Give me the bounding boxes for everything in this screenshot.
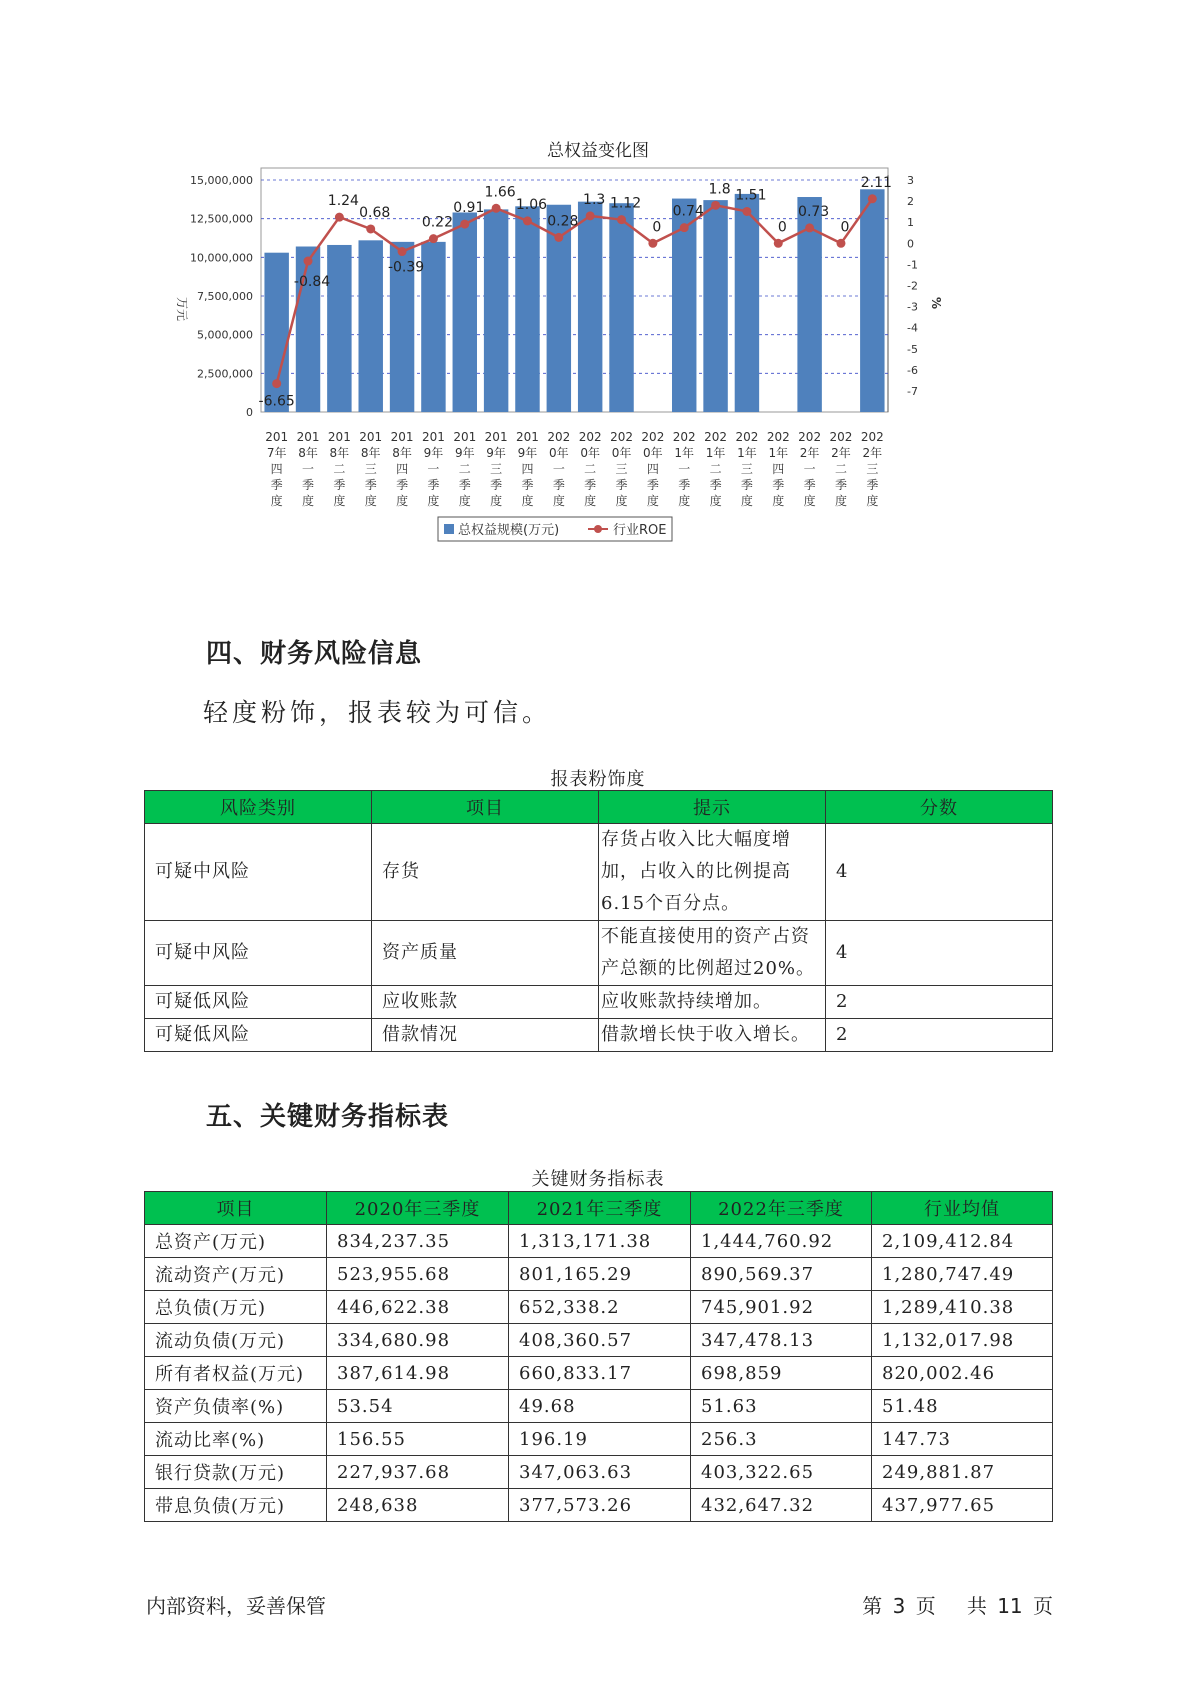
y-tick-label: 10,000,000 (190, 251, 253, 265)
table-row (145, 921, 1053, 986)
y2-tick-label: 2 (907, 195, 914, 209)
x-tick-label: 202 (578, 430, 602, 444)
kpi-value: 1,280,747.49 (872, 1258, 1053, 1291)
risk-category: 可疑低风险 (145, 1019, 372, 1052)
x-tick-label: 8年 (392, 446, 412, 460)
kpi-value: 53.54 (327, 1390, 509, 1423)
roe-point (742, 207, 751, 216)
roe-point (868, 194, 877, 203)
roe-point (774, 239, 783, 248)
x-tick-label: 一 (803, 462, 816, 476)
risk-item: 应收账款 (372, 986, 599, 1019)
roe-point (335, 213, 344, 222)
table-row (145, 824, 1053, 921)
roe-point (617, 215, 626, 224)
y2-tick-label: -6 (907, 363, 918, 377)
x-tick-label: 季 (615, 478, 628, 492)
x-tick-label: 季 (678, 478, 691, 492)
kpi-value: 403,322.65 (691, 1456, 872, 1489)
kpi-value: 347,478.13 (691, 1324, 872, 1357)
x-tick-label: 度 (584, 494, 597, 508)
table-row (145, 1489, 1053, 1522)
roe-data-label: 1.12 (609, 195, 642, 212)
roe-data-label: 2.11 (860, 174, 892, 191)
equity-chart (170, 135, 1030, 595)
kpi-value: 49.68 (509, 1390, 691, 1423)
y-axis-label: 万元 (175, 297, 189, 322)
y-tick-label: 2,500,000 (197, 367, 253, 381)
risk-header-hint: 提示 (599, 791, 826, 824)
roe-point (304, 257, 313, 266)
x-tick-label: 一 (552, 462, 565, 476)
x-tick-label: 1年 (674, 446, 695, 460)
roe-point (492, 204, 501, 213)
x-tick-label: 度 (302, 494, 315, 508)
roe-data-label: 1.3 (583, 191, 606, 208)
roe-data-label: 0.91 (453, 200, 485, 217)
page-suffix: 页 (915, 1594, 936, 1618)
risk-score: 2 (826, 1019, 1053, 1052)
kpi-value: 698,859 (691, 1357, 872, 1390)
roe-data-label: -6.65 (258, 393, 295, 410)
kpi-value: 745,901.92 (691, 1291, 872, 1324)
x-tick-label: 0年 (611, 446, 632, 460)
y-tick-label: 12,500,000 (190, 212, 253, 226)
roe-data-label: 1.8 (708, 181, 731, 198)
bar-equity (358, 240, 382, 412)
x-tick-label: 季 (427, 478, 440, 492)
y2-tick-label: -3 (907, 300, 918, 314)
x-tick-label: 202 (860, 430, 884, 444)
table-row (145, 1019, 1053, 1052)
x-tick-label: 201 (359, 430, 383, 444)
table-row (145, 1258, 1053, 1291)
kpi-header-item: 项目 (145, 1192, 327, 1225)
x-tick-label: 201 (296, 430, 320, 444)
kpi-value: 523,955.68 (327, 1258, 509, 1291)
y-tick-label: 0 (246, 406, 253, 419)
bar-equity (609, 203, 633, 412)
table-row (145, 1456, 1053, 1489)
x-tick-label: 度 (490, 494, 503, 508)
roe-point (554, 233, 563, 242)
roe-point (272, 379, 281, 388)
kpi-value: 820,002.46 (872, 1357, 1053, 1390)
kpi-value: 1,132,017.98 (872, 1324, 1053, 1357)
x-tick-label: 度 (678, 494, 691, 508)
risk-score: 4 (826, 921, 1053, 986)
risk-item: 借款情况 (372, 1019, 599, 1052)
x-tick-label: 度 (427, 494, 440, 508)
x-tick-label: 0年 (549, 446, 569, 460)
kpi-header-2020q3: 2020年三季度 (327, 1192, 509, 1225)
x-tick-label: 202 (704, 430, 728, 444)
x-tick-label: 季 (772, 478, 785, 492)
x-tick-label: 三 (866, 462, 879, 476)
roe-point (711, 201, 720, 210)
roe-data-label: 0 (777, 219, 787, 236)
x-tick-label: 三 (364, 462, 377, 476)
kpi-value: 1,444,760.92 (691, 1225, 872, 1258)
kpi-item-name: 银行贷款(万元) (145, 1456, 327, 1489)
kpi-value: 437,977.65 (872, 1489, 1053, 1522)
y2-tick-label: -2 (907, 279, 918, 293)
risk-score: 4 (826, 824, 1053, 921)
bar-equity (578, 202, 602, 412)
kpi-value: 801,165.29 (509, 1258, 691, 1291)
x-tick-label: 2年 (831, 446, 851, 460)
bar-equity (453, 212, 477, 412)
x-tick-label: 四 (521, 462, 534, 476)
risk-item: 存货 (372, 824, 599, 921)
x-tick-label: 0年 (580, 446, 600, 460)
kpi-item-name: 总负债(万元) (145, 1291, 327, 1324)
x-tick-label: 度 (772, 494, 785, 508)
x-tick-label: 季 (552, 478, 565, 492)
x-tick-label: 季 (396, 478, 409, 492)
bar-equity (421, 242, 445, 412)
x-tick-label: 度 (866, 494, 879, 508)
x-tick-label: 1年 (705, 446, 726, 460)
footer-confidential: 内部资料，妥善保管 (146, 1594, 326, 1618)
kpi-header-industry-avg: 行业均值 (872, 1192, 1053, 1225)
bar-equity (515, 206, 539, 412)
kpi-value: 256.3 (691, 1423, 872, 1456)
kpi-value: 387,614.98 (327, 1357, 509, 1390)
x-tick-label: 1年 (737, 446, 757, 460)
x-tick-label: 0年 (643, 446, 663, 460)
kpi-table (144, 1191, 1053, 1522)
x-tick-label: 201 (516, 430, 539, 444)
roe-data-label: -0.84 (293, 274, 331, 291)
chart-title: 总权益变化图 (547, 141, 649, 161)
x-tick-label: 度 (396, 494, 409, 508)
x-tick-label: 度 (364, 494, 377, 508)
y2-axis-label: % (929, 297, 943, 310)
table-row (145, 1423, 1053, 1456)
x-tick-label: 201 (390, 430, 414, 444)
roe-point (836, 239, 845, 248)
legend-swatch-marker (594, 525, 602, 533)
x-tick-label: 四 (772, 462, 785, 476)
kpi-value: 51.48 (872, 1390, 1053, 1423)
x-tick-label: 一 (427, 462, 440, 476)
x-tick-label: 季 (270, 478, 283, 492)
y2-tick-label: -7 (907, 385, 918, 398)
kpi-value: 432,647.32 (691, 1489, 872, 1522)
x-tick-label: 201 (484, 430, 508, 444)
x-tick-label: 度 (803, 494, 816, 508)
x-tick-label: 季 (740, 478, 753, 492)
roe-point (366, 224, 375, 233)
x-tick-label: 季 (458, 478, 471, 492)
kpi-value: 446,622.38 (327, 1291, 509, 1324)
y2-tick-label: -4 (907, 321, 918, 335)
kpi-value: 1,313,171.38 (509, 1225, 691, 1258)
kpi-value: 834,237.35 (327, 1225, 509, 1258)
kpi-item-name: 总资产(万元) (145, 1225, 327, 1258)
x-tick-label: 201 (453, 430, 477, 444)
x-tick-label: 201 (327, 430, 351, 444)
kpi-value: 249,881.87 (872, 1456, 1053, 1489)
roe-data-label: 1.24 (327, 193, 359, 210)
kpi-header-2021q3: 2021年三季度 (509, 1192, 691, 1225)
x-tick-label: 三 (490, 462, 503, 476)
section-5-heading: 五、关键财务指标表 (206, 1102, 450, 1132)
kpi-value: 652,338.2 (509, 1291, 691, 1324)
x-tick-label: 一 (678, 462, 691, 476)
kpi-value: 660,833.17 (509, 1357, 691, 1390)
x-tick-label: 201 (421, 430, 445, 444)
x-tick-label: 9年 (423, 446, 444, 460)
x-tick-label: 二 (584, 462, 597, 476)
y-tick-label: 5,000,000 (197, 328, 253, 342)
x-tick-label: 度 (834, 494, 847, 508)
risk-hint: 借款增长快于收入增长。 (599, 1019, 826, 1052)
risk-hint: 不能直接使用的资产占资产总额的比例超过20%。 (599, 921, 826, 986)
total-prefix: 共 (966, 1594, 987, 1618)
kpi-value: 51.63 (691, 1390, 872, 1423)
x-tick-label: 季 (333, 478, 346, 492)
roe-point (586, 211, 595, 220)
x-tick-label: 1年 (768, 446, 789, 460)
legend-label-roe: 行业ROE (613, 523, 667, 538)
risk-category: 可疑中风险 (145, 824, 372, 921)
table-row (145, 1390, 1053, 1423)
risk-summary: 轻度粉饰，报表较为可信。 (203, 698, 552, 727)
risk-header-item: 项目 (372, 791, 599, 824)
x-tick-label: 9年 (454, 446, 475, 460)
page-prefix: 第 (862, 1594, 883, 1618)
x-tick-label: 二 (333, 462, 346, 476)
y2-tick-label: 1 (907, 216, 914, 230)
x-tick-label: 四 (646, 462, 659, 476)
x-tick-label: 2年 (799, 446, 820, 460)
page-number (862, 1590, 1053, 1619)
bar-equity (327, 245, 351, 412)
y2-tick-label: -1 (907, 258, 918, 272)
roe-data-label: 0.28 (547, 213, 579, 230)
kpi-value: 2,109,412.84 (872, 1225, 1053, 1258)
bar-equity (735, 194, 759, 412)
kpi-value: 890,569.37 (691, 1258, 872, 1291)
y2-tick-label: 0 (907, 237, 914, 251)
x-tick-label: 202 (735, 430, 759, 444)
roe-data-label: 1.66 (484, 184, 516, 201)
y2-tick-label: -5 (907, 342, 918, 356)
bar-equity (484, 209, 508, 412)
x-tick-label: 度 (615, 494, 628, 508)
roe-point (805, 223, 814, 232)
y-tick-label: 15,000,000 (190, 174, 253, 187)
x-tick-label: 一 (302, 462, 315, 476)
table-row (145, 1324, 1053, 1357)
x-tick-label: 二 (709, 462, 722, 476)
x-tick-label: 202 (672, 430, 696, 444)
x-tick-label: 季 (866, 478, 879, 492)
x-tick-label: 二 (834, 462, 847, 476)
kpi-value: 196.19 (509, 1423, 691, 1456)
bar-equity (703, 200, 727, 412)
roe-point (648, 239, 657, 248)
x-tick-label: 季 (364, 478, 377, 492)
risk-header-category: 风险类别 (145, 791, 372, 824)
risk-item: 资产质量 (372, 921, 599, 986)
table-row (145, 986, 1053, 1019)
x-tick-label: 度 (270, 494, 283, 508)
x-tick-label: 度 (740, 494, 753, 508)
kpi-value: 347,063.63 (509, 1456, 691, 1489)
kpi-item-name: 所有者权益(万元) (145, 1357, 327, 1390)
kpi-item-name: 带息负债(万元) (145, 1489, 327, 1522)
kpi-header-2022q3: 2022年三季度 (691, 1192, 872, 1225)
roe-point (680, 223, 689, 232)
roe-data-label: 0 (840, 219, 850, 236)
x-tick-label: 度 (521, 494, 534, 508)
kpi-value: 408,360.57 (509, 1324, 691, 1357)
table-row (145, 1291, 1053, 1324)
kpi-item-name: 资产负债率(%) (145, 1390, 327, 1423)
kpi-item-name: 流动负债(万元) (145, 1324, 327, 1357)
roe-point (429, 234, 438, 243)
x-tick-label: 9年 (517, 446, 538, 460)
roe-point (398, 247, 407, 256)
kpi-value: 1,289,410.38 (872, 1291, 1053, 1324)
kpi-value: 227,937.68 (327, 1456, 509, 1489)
x-tick-label: 202 (641, 430, 665, 444)
x-tick-label: 度 (458, 494, 471, 508)
page-current: 3 (892, 1594, 906, 1618)
page-total: 11 (997, 1594, 1023, 1618)
x-tick-label: 四 (270, 462, 283, 476)
kpi-value: 147.73 (872, 1423, 1053, 1456)
x-tick-label: 2年 (862, 446, 883, 460)
x-tick-label: 三 (615, 462, 628, 476)
x-tick-label: 季 (521, 478, 534, 492)
roe-data-label: 0.73 (798, 203, 830, 220)
x-tick-label: 度 (709, 494, 722, 508)
risk-table (144, 790, 1053, 1052)
roe-point (523, 216, 532, 225)
table-row (145, 1357, 1053, 1390)
x-tick-label: 季 (834, 478, 847, 492)
x-tick-label: 202 (766, 430, 790, 444)
roe-data-label: 0.74 (672, 203, 704, 220)
roe-data-label: 0.22 (421, 214, 454, 231)
y2-tick-label: 3 (907, 174, 914, 187)
risk-category: 可疑低风险 (145, 986, 372, 1019)
x-tick-label: 四 (396, 462, 409, 476)
kpi-table-caption: 关键财务指标表 (531, 1169, 665, 1190)
kpi-value: 334,680.98 (327, 1324, 509, 1357)
legend-label-equity: 总权益规模(万元) (458, 523, 560, 538)
kpi-value: 156.55 (327, 1423, 509, 1456)
x-tick-label: 季 (709, 478, 722, 492)
table-row (145, 1225, 1053, 1258)
roe-data-label: -0.39 (387, 259, 425, 276)
bar-equity (860, 189, 884, 412)
legend-swatch-bar (444, 524, 454, 534)
risk-hint: 应收账款持续增加。 (599, 986, 826, 1019)
x-tick-label: 7年 (266, 446, 287, 460)
roe-data-label: 0 (652, 219, 662, 236)
roe-point (460, 220, 469, 229)
x-tick-label: 8年 (298, 446, 318, 460)
x-tick-label: 202 (829, 430, 853, 444)
kpi-value: 377,573.26 (509, 1489, 691, 1522)
x-tick-label: 9年 (486, 446, 506, 460)
kpi-item-name: 流动比率(%) (145, 1423, 327, 1456)
risk-score: 2 (826, 986, 1053, 1019)
x-tick-label: 度 (646, 494, 659, 508)
y-tick-label: 7,500,000 (197, 290, 253, 303)
x-tick-label: 季 (302, 478, 315, 492)
x-tick-label: 202 (610, 430, 633, 444)
risk-table-caption: 报表粉饰度 (550, 769, 646, 790)
x-tick-label: 度 (333, 494, 346, 508)
x-tick-label: 201 (265, 430, 289, 444)
x-tick-label: 季 (490, 478, 503, 492)
roe-data-label: 0.68 (359, 204, 391, 221)
x-tick-label: 季 (646, 478, 659, 492)
kpi-item-name: 流动资产(万元) (145, 1258, 327, 1291)
roe-data-label: 1.51 (735, 187, 767, 204)
x-tick-label: 二 (458, 462, 471, 476)
risk-hint: 存货占收入比大幅度增加，占收入的比例提高6.15个百分点。 (599, 824, 826, 921)
x-tick-label: 季 (803, 478, 816, 492)
x-tick-label: 度 (552, 494, 565, 508)
section-4-heading: 四、财务风险信息 (206, 639, 423, 669)
x-tick-label: 202 (547, 430, 571, 444)
x-tick-label: 202 (798, 430, 822, 444)
total-suffix: 页 (1033, 1594, 1053, 1618)
x-tick-label: 8年 (329, 446, 350, 460)
x-tick-label: 季 (584, 478, 597, 492)
risk-category: 可疑中风险 (145, 921, 372, 986)
bar-equity (296, 247, 320, 412)
roe-data-label: 1.06 (515, 196, 548, 213)
x-tick-label: 8年 (360, 446, 381, 460)
x-tick-label: 三 (740, 462, 753, 476)
kpi-value: 248,638 (327, 1489, 509, 1522)
risk-header-score: 分数 (826, 791, 1053, 824)
